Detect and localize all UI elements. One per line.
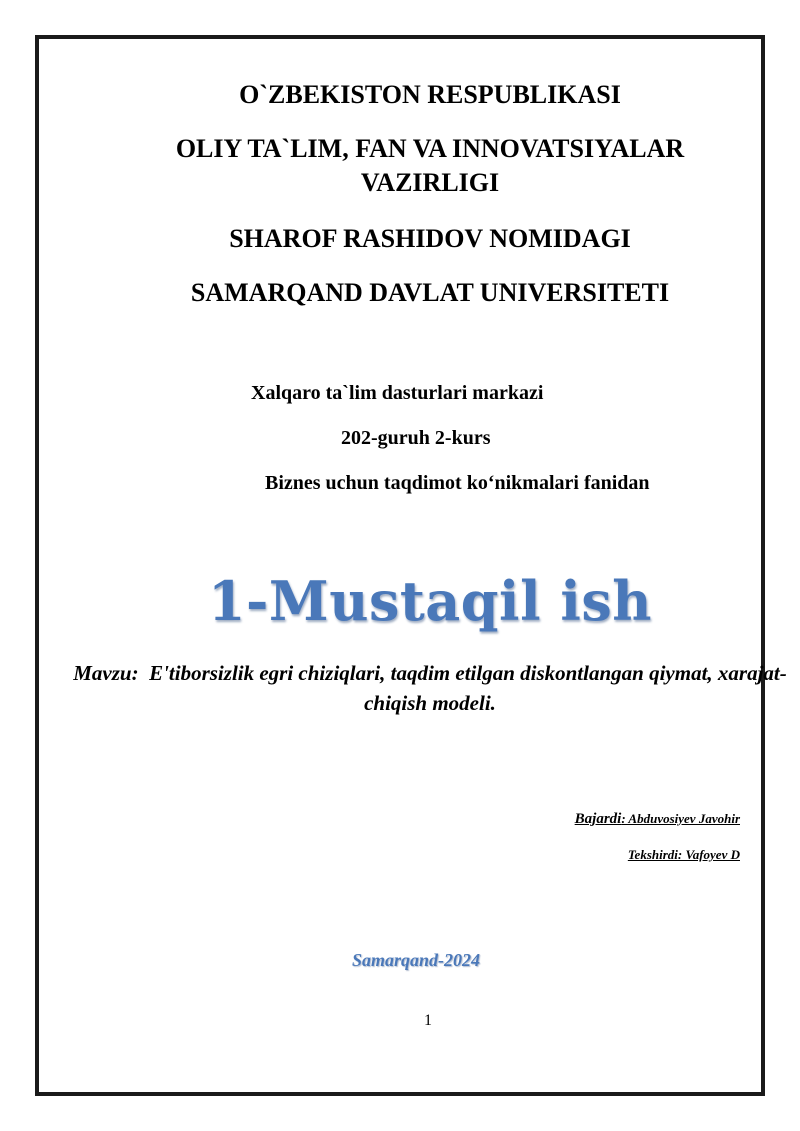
work-title: 1-Mustaqil ish (207, 569, 653, 633)
topic-label: Mavzu: (73, 661, 139, 685)
city-year: Samarqand-2024 (351, 950, 481, 970)
done-by-value: : Abduvosiyev Javohir (621, 811, 740, 826)
header-line-named-after: SHAROF RASHIDOV NOMIDAGI (229, 224, 631, 253)
subject-line: Biznes uchun taqdimot ko‘nikmalari fanidan (265, 472, 650, 494)
topic-block (60, 658, 800, 718)
topic-text: E'tiborsizlik egri chiziqlari, taqdim etilgan diskontlangan qiymat, xarajat-chiqish modeli. (149, 661, 787, 715)
center-name: Xalqaro ta`lim dasturlari markazi (251, 382, 544, 404)
header-line-republic: O`ZBEKISTON RESPUBLIKASI (239, 80, 621, 109)
done-by-label: Bajardi (574, 811, 622, 827)
done-by-line (575, 810, 740, 828)
header-line-ministry: OLIY TA`LIM, FAN VA INNOVATSIYALAR VAZIRLIGI (175, 134, 685, 197)
page-number: 1 (424, 1012, 432, 1029)
checked-by-line: Tekshirdi: Vafoyev D (627, 847, 740, 862)
group-course: 202-guruh 2-kurs (341, 427, 491, 449)
header-line-university: SAMARQAND DAVLAT UNIVERSITETI (190, 278, 670, 307)
